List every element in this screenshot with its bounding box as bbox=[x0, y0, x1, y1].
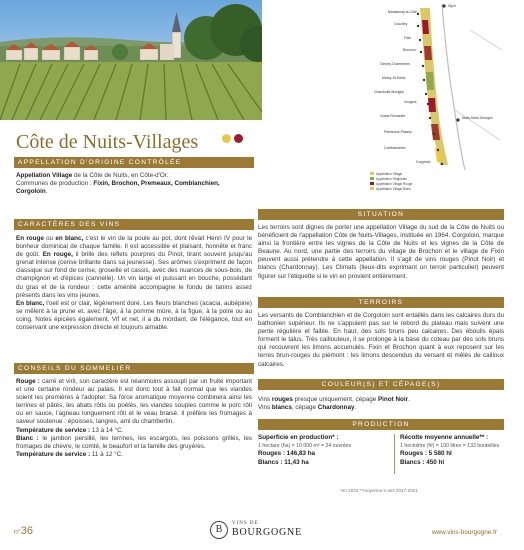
map-legend-label: Appellation Village Rouge bbox=[376, 182, 413, 186]
production-footnote: *en 2022 **moyenne 5 ans 2017-2021 bbox=[340, 488, 418, 493]
caracteres-band: CARACTÈRES DES VINS bbox=[14, 219, 254, 230]
map-village-label: Chambolle-Musigny bbox=[374, 90, 404, 94]
map-village-label: Comblanchien bbox=[384, 146, 406, 150]
terroirs-text: Les versants de Comblanchien et de Corgoloin sont entaillés dans les calcaires durs du bathonien supérieur. Ils ne s'appuient pas sur le rebord du plateau mais suivent une pente régulière et faible. En haut, des sols bruns peu calcaires. Des éboulis épais forment le talus. Très caillouteux, il se prolonge à la base du coteau par des sols bruns qui recouvrent les limons accumulés. Fixin et Brochon quant à eux reposent sur les terres brun-rouges du piémont : les limons descendus du versant et mêlés de cailloux calcaires. bbox=[258, 312, 504, 368]
map-legend-swatch bbox=[370, 182, 374, 185]
production-divider bbox=[394, 434, 395, 474]
map-village-label: Marsannay-la-Côte bbox=[388, 10, 417, 14]
logo-top-text: VINS DE bbox=[232, 521, 259, 526]
map-village-label: Vosne-Romanée bbox=[380, 114, 406, 118]
aoc-text: Appellation Village de la Côte de Nuits, en Côte-d'Or. Communes de production : Fixin, Brochon, Premeaux, Comblanchien, Corgoloin. bbox=[16, 172, 220, 196]
production-table bbox=[258, 434, 504, 484]
appellation-map bbox=[270, 0, 524, 200]
map-legend-label: Appellation Village bbox=[376, 172, 403, 176]
map-legend-label: Appellation Régionale bbox=[376, 177, 408, 181]
map-village-label: Vougeot bbox=[404, 100, 417, 104]
map-village-label: Couchey bbox=[394, 22, 408, 26]
couleurs-band: COULEUR(S) ET CÉPAGE(S) bbox=[258, 379, 504, 390]
vineyard-photo bbox=[0, 0, 262, 120]
logo-mark: B bbox=[210, 521, 228, 539]
caracteres-text: En rouge ou en blanc, c'est le vin de la poule au pot, dont rêvait Henri IV pour le bonheur dominical de chaque famille. Il est accessible et plaisant, honnête et franc de goût. En rouge, il brille des reflets pourpres du Pinot, tirant souvent jusqu'au grenat intense (cerise brillante dans sa jeunesse). Ses arômes s'expriment de façon classique sur fond de cerise, groseille et cassis, avec des nuances de sous-bois, de champignon et d'épices (cannelle). Un vin large et puissant en bouche, possédant du gras et de la rondeur : cette aménité accompagne le fondu de tanins assez présents dans les vins jeunes. En blanc, l'oeil est or clair, légèrement doré. Les fleurs blanches (acacia, aubépine) se mêlent à la prune et, avec l'âge, à la pomme mûre, à la figue, à la poire ou au coing. Notes épicées également. Vif et net, il a du mordant, de l'élégance, tout en conservant une expression directe et toujours aimable. bbox=[16, 235, 253, 332]
title-row bbox=[16, 131, 256, 153]
page-title: Côte de Nuits-Villages bbox=[16, 131, 199, 153]
red-wine-icon bbox=[234, 134, 243, 143]
page-number: n°36 bbox=[14, 525, 33, 537]
map-village-label: Dijon bbox=[448, 4, 456, 8]
map-legend-label: Appellation Village Blanc bbox=[376, 187, 412, 191]
bourgogne-logo bbox=[210, 517, 330, 543]
map-village-label: Fixin bbox=[404, 36, 412, 40]
couleurs-text: Vins rouges presque uniquement, cépage Pinot Noir. Vins blancs, cépage Chardonnay. bbox=[258, 396, 410, 412]
white-wine-icon bbox=[222, 134, 231, 143]
conseils-text: Rouge : carré et viril, son caractère est néanmoins assoupli par un fruité important et une certaine rondeur au palais. Il est donc tout à fait normal que les viandes soient les premières à l'adopter. Sa force aromatique moyenne combinera ainsi les terrines et pâtés, les abats rôtis ou poêlés, les viandes souples comme le porc rôti ou en sauce, l'agneau longuement rôti et le veau braisé. Il préfère les fromages à saveur soutenue : époisses, langres, ami du chambertin. Température de service : 13 à 14 °C. Blanc : le jambon persillé, les terrines, les escargots, les poissons grillés, les fromages de chèvre, le comté, le beaufort et la famille des gruyères. Température de service : 11 à 12 °C. bbox=[16, 378, 252, 458]
website-link[interactable]: www.vins-bourgogne.fr bbox=[432, 529, 498, 536]
situation-band: SITUATION bbox=[258, 209, 504, 220]
map-village-label: Premeaux-Prissey bbox=[384, 130, 412, 134]
production-band: PRODUCTION bbox=[258, 419, 504, 430]
map-legend-swatch bbox=[370, 172, 374, 175]
map-village-label: Corgoloin bbox=[416, 160, 431, 164]
superficie-column: Superficie en production* : 1 hectare (ha) = 10 000 m² = 24 ouvrées Rouges : 146,83 ha Blancs : 11,43 ha bbox=[258, 434, 352, 466]
conseils-band: CONSEILS DU SOMMELIER bbox=[14, 363, 254, 374]
map-village-label: Brochon bbox=[403, 48, 416, 52]
logo-main-text: BOURGOGNE bbox=[232, 527, 302, 538]
situation-text: Les terroirs sont dignes de porter une appellation Village du sud de la Côte de Nuits ou bénéficient de l'appellation Côte de Nuits-Villages, instituée en 1964. Corgoloin, marque ainsi la frontière entre les vignes de la Côte de Nuits et les vignes de la Côte de Beaune. Au nord, une partie des terroirs du village de Brochon et le village de Fixin peuvent aussi prétendre à cette appellation. Il s'agit de vins rouges (Pinot Noir) et blancs (Chardonnay). Les Climats (lieux-dits exprimant un terroir particulier) peuvent figurer sur l'étiquette si le vin en provient entièrement. bbox=[258, 224, 504, 280]
terroirs-band: TERROIRS bbox=[258, 297, 504, 308]
map-village-label: Gevrey-Chambertin bbox=[380, 62, 410, 66]
map-legend-swatch bbox=[370, 177, 374, 180]
map-village-label: Morey-St-Denis bbox=[382, 76, 406, 80]
map-legend-swatch bbox=[370, 187, 374, 190]
map-village-label: Nuits-Saint-Georges bbox=[462, 116, 493, 120]
recolte-column: Récolte moyenne annuelle** : 1 hectolitre (hl) = 100 litres = 133 bouteilles Rouges : 5 580 hl Blancs : 450 hl bbox=[400, 434, 500, 466]
aoc-band: APPELLATION D'ORIGINE CONTRÔLÉE bbox=[14, 157, 254, 168]
